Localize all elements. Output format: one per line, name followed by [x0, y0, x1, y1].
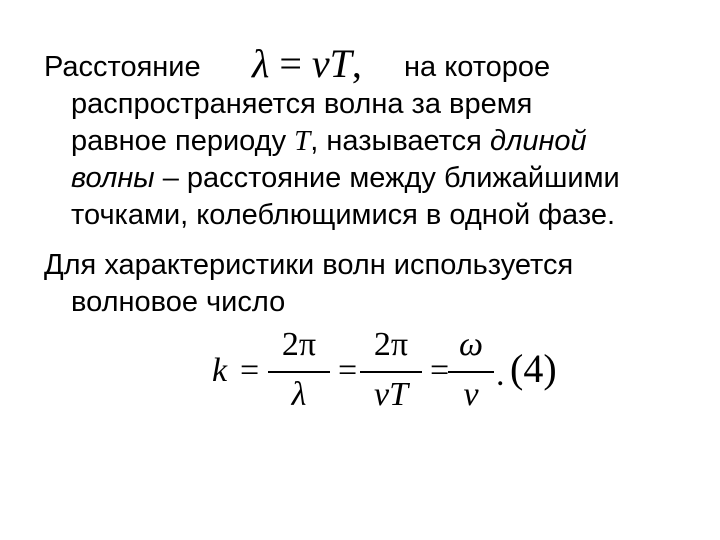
- text-line-1-tail: [404, 50, 550, 84]
- equals-sign: =: [430, 352, 450, 389]
- text-line-5: точками, колеблющимися в одной фазе.: [71, 199, 616, 231]
- fraction-2pi-over-vT: [356, 320, 426, 420]
- text-line-6: Для характеристики волн используется: [44, 249, 574, 281]
- term-wave: волны: [71, 162, 155, 194]
- equals-sign: =: [279, 41, 302, 86]
- fraction-bar: [268, 371, 330, 373]
- text-segment: равное периоду: [71, 125, 295, 157]
- fraction-bar: [360, 371, 422, 373]
- period-symbol: T: [294, 125, 311, 157]
- text-line-2: распространяется волна за время: [71, 88, 533, 120]
- word-distance: Расстояние: [44, 51, 201, 83]
- lambda-symbol: λ: [252, 41, 270, 86]
- denominator: v: [463, 376, 479, 413]
- formula-comma: ,: [351, 41, 362, 86]
- text-line-3: [71, 124, 587, 158]
- text-tail: на которое: [404, 51, 551, 83]
- wave-number-symbol: k: [212, 352, 228, 389]
- denominator: λ: [291, 376, 307, 413]
- numerator: 2π: [281, 326, 317, 363]
- fraction-bar: [448, 371, 494, 373]
- text-line-4: [71, 161, 620, 195]
- numerator: ω: [458, 326, 483, 363]
- fraction-2pi-over-lambda: [264, 320, 334, 420]
- equals-sign: =: [240, 352, 260, 389]
- equals-sign: =: [338, 352, 358, 389]
- equation-number: (4): [510, 346, 557, 391]
- term-wavelength: длиной: [489, 125, 587, 157]
- formula-rhs: vT: [311, 41, 352, 86]
- period: .: [496, 356, 505, 393]
- denominator: vT: [374, 376, 408, 413]
- wavelength-formula: [252, 40, 362, 88]
- numerator: 2π: [373, 326, 409, 363]
- text-segment: , называется: [310, 125, 490, 157]
- fraction-omega-over-v: [444, 320, 498, 420]
- text-line-1: [44, 50, 201, 84]
- text-line-7: волновое число: [71, 286, 286, 318]
- text-segment: – расстояние между ближайшими: [154, 162, 620, 194]
